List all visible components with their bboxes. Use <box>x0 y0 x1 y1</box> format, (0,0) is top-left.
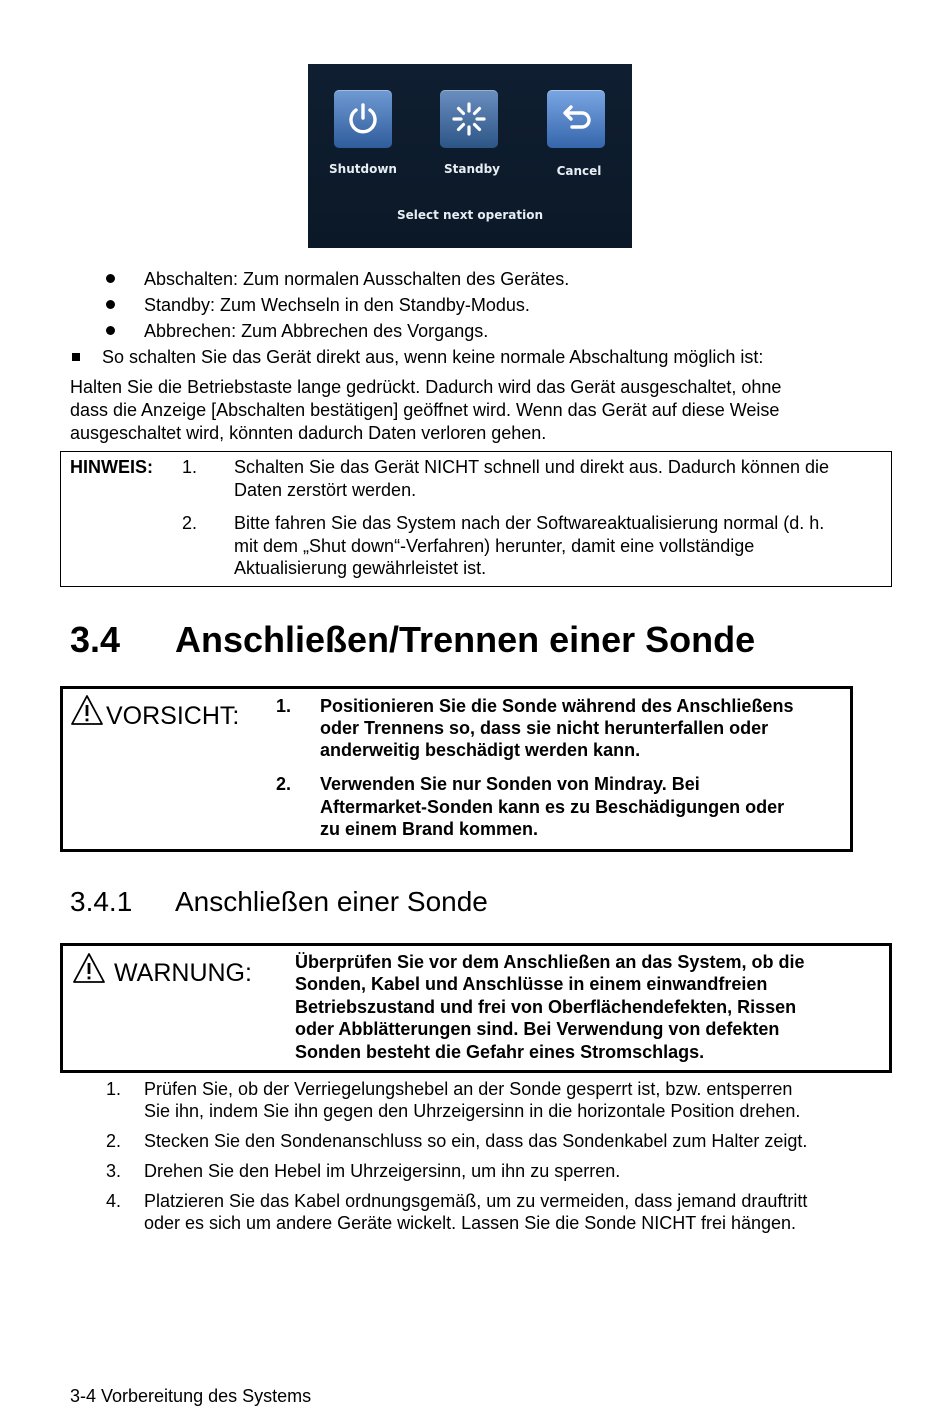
note-item-line: Aktualisierung gewährleistet ist. <box>234 558 487 578</box>
note-item-line: Schalten Sie das Gerät NICHT schnell und direkt aus. Dadurch können die <box>234 457 829 477</box>
option-cancel: Abbrechen: Zum Abbrechen des Vorgangs. <box>144 321 489 341</box>
step-line: oder es sich um andere Geräte wickelt. Lassen Sie die Sonde NICHT frei hängen. <box>144 1213 797 1233</box>
option-standby: Standby: Zum Wechseln in den Standby-Modus. <box>144 295 530 315</box>
standby-button[interactable] <box>440 90 498 148</box>
section-title: Anschließen/Trennen einer Sonde <box>175 619 756 660</box>
step-number: 4. <box>106 1191 122 1211</box>
spinner-icon <box>451 101 487 137</box>
note-item-line: Daten zerstört werden. <box>234 480 417 500</box>
warning-line: oder Abblätterungen sind. Bei Verwendung von defekten <box>295 1019 780 1039</box>
option-shutdown: Abschalten: Zum normalen Ausschalten des Gerätes. <box>144 269 570 289</box>
subsection-title: Anschließen einer Sonde <box>175 886 488 917</box>
warning-line: Sonden, Kabel und Anschlüsse in einem einwandfreien <box>295 974 768 994</box>
paragraph-line: ausgeschaltet wird, könnten dadurch Daten verloren gehen. <box>70 423 547 443</box>
note-item-line: mit dem „Shut down“-Verfahren) herunter, damit eine vollständige <box>234 536 755 556</box>
status-prompt: Select next operation <box>396 208 544 222</box>
step-line: Stecken Sie den Sondenanschluss so ein, dass das Sondenkabel zum Halter zeigt. <box>144 1131 808 1151</box>
step-number: 3. <box>106 1161 122 1181</box>
warning-label: WARNUNG: <box>114 959 252 987</box>
bullet-dot <box>106 274 115 283</box>
caution-item-number: 1. <box>276 696 292 716</box>
step-line: Prüfen Sie, ob der Verriegelungshebel an der Sonde gesperrt ist, bzw. entsperren <box>144 1079 793 1099</box>
shutdown-button[interactable] <box>334 90 392 148</box>
step-line: Drehen Sie den Hebel im Uhrzeigersinn, um ihn zu sperren. <box>144 1161 621 1181</box>
standby-label: Standby <box>443 162 501 176</box>
caution-item-line: Verwenden Sie nur Sonden von Mindray. Bei <box>320 774 700 794</box>
caution-label: VORSICHT: <box>106 702 240 730</box>
note-item-number: 1. <box>182 457 198 477</box>
bullet-dot <box>106 300 115 309</box>
section-number: 3.4 <box>70 619 121 660</box>
cancel-button[interactable] <box>547 90 605 148</box>
paragraph-line: dass die Anzeige [Abschalten bestätigen] geöffnet wird. Wenn das Gerät auf diese Weise <box>70 400 780 420</box>
warning-line: Überprüfen Sie vor dem Anschließen an das System, ob die <box>295 952 805 972</box>
cancel-label: Cancel <box>556 164 602 178</box>
direct-off-heading: So schalten Sie das Gerät direkt aus, wenn keine normale Abschaltung möglich ist: <box>102 347 764 367</box>
step-line: Sie ihn, indem Sie ihn gegen den Uhrzeigersinn in die horizontale Position drehen. <box>144 1101 801 1121</box>
shutdown-dialog-screenshot <box>308 64 632 248</box>
warning-triangle-icon <box>72 952 106 984</box>
note-item-number: 2. <box>182 513 198 533</box>
caution-item-line: anderweitig beschädigt werden kann. <box>320 740 641 760</box>
shutdown-label: Shutdown <box>329 162 397 176</box>
caution-item-line: Positionieren Sie die Sonde während des Anschließens <box>320 696 794 716</box>
paragraph-line: Halten Sie die Betriebstaste lange gedrückt. Dadurch wird das Gerät ausgeschaltet, ohne <box>70 377 782 397</box>
warning-line: Betriebszustand und frei von Oberflächendefekten, Rissen <box>295 997 797 1017</box>
undo-arrow-icon <box>558 101 594 137</box>
power-icon <box>345 101 381 137</box>
warning-line: Sonden besteht die Gefahr eines Stromschlags. <box>295 1042 705 1062</box>
caution-item-line: zu einem Brand kommen. <box>320 819 539 839</box>
step-number: 2. <box>106 1131 122 1151</box>
bullet-dot <box>106 326 115 335</box>
bullet-square <box>72 353 80 361</box>
warning-triangle-icon <box>70 694 104 726</box>
note-item-line: Bitte fahren Sie das System nach der Softwareaktualisierung normal (d. h. <box>234 513 825 533</box>
step-number: 1. <box>106 1079 122 1099</box>
caution-item-line: oder Trennens so, dass sie nicht herunterfallen oder <box>320 718 769 738</box>
page-footer: 3-4 Vorbereitung des Systems <box>70 1386 312 1406</box>
caution-item-line: Aftermarket-Sonden kann es zu Beschädigungen oder <box>320 797 785 817</box>
note-label: HINWEIS: <box>70 457 153 477</box>
step-line: Platzieren Sie das Kabel ordnungsgemäß, um zu vermeiden, dass jemand drauftritt <box>144 1191 808 1211</box>
subsection-number: 3.4.1 <box>70 886 133 917</box>
caution-item-number: 2. <box>276 774 292 794</box>
